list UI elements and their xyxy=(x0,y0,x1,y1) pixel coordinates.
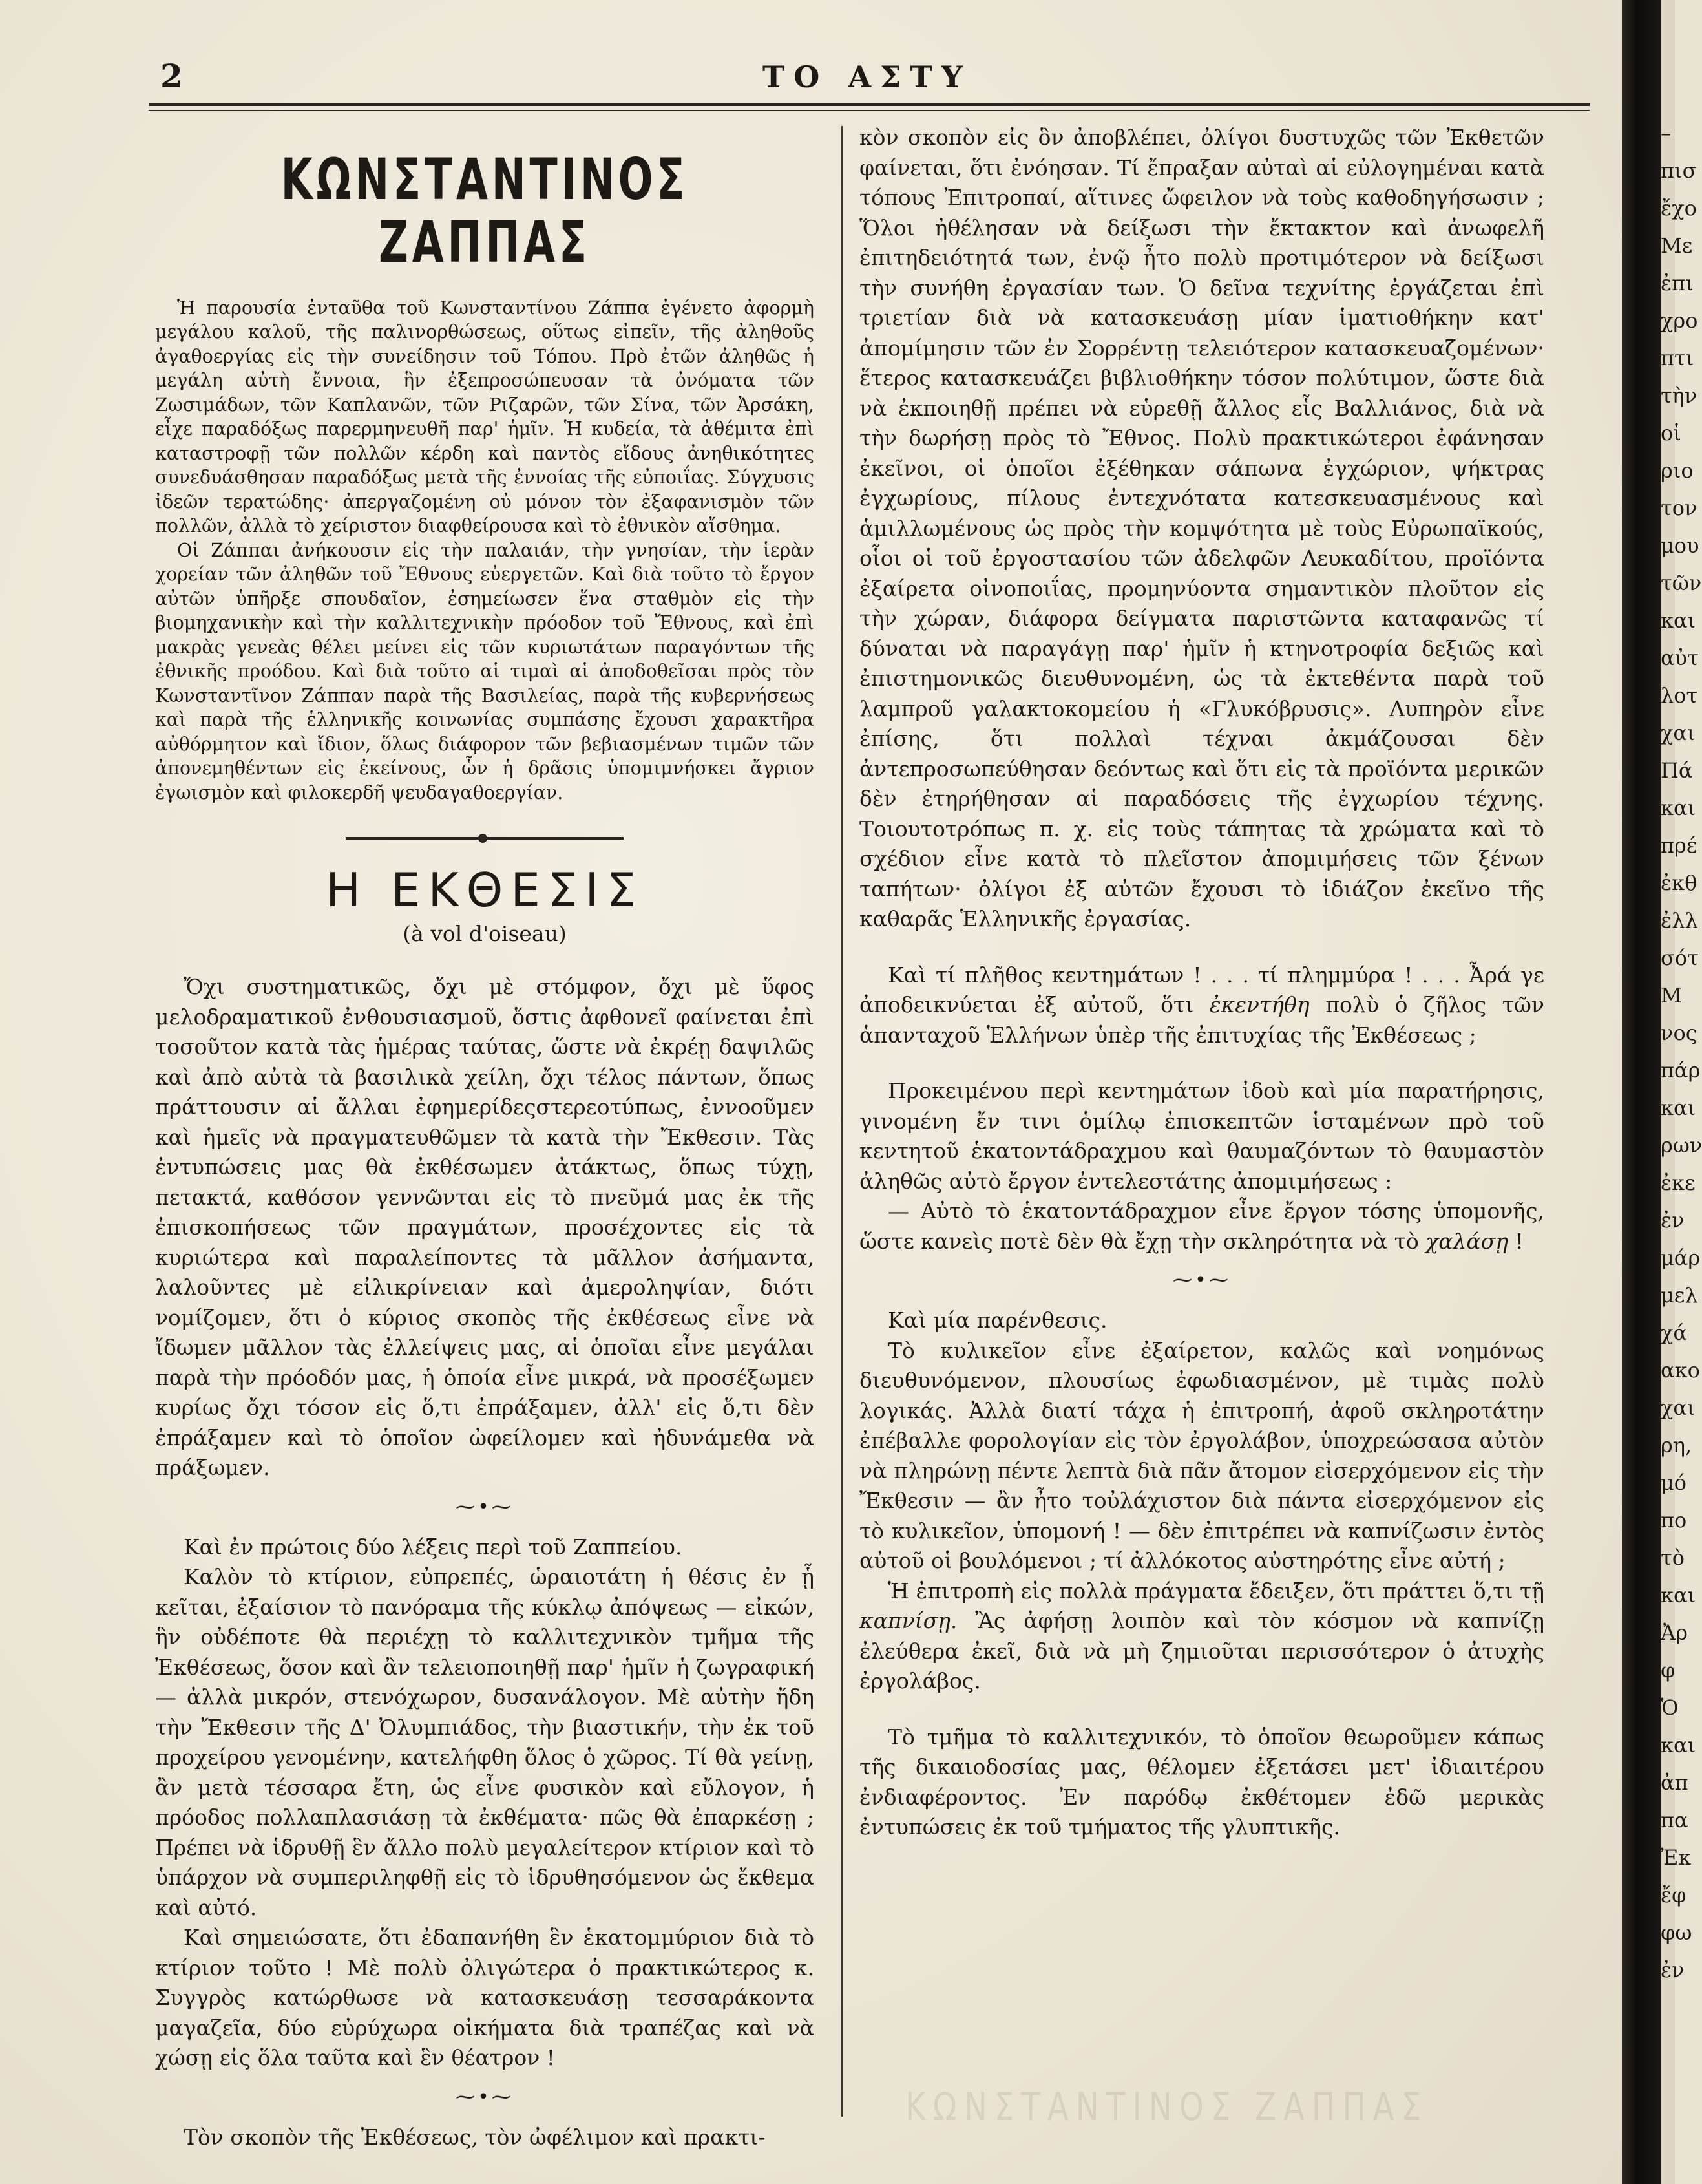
next-page-fragment: και xyxy=(1661,608,1696,633)
next-page-fragment: ρη, xyxy=(1661,1433,1692,1458)
paragraph: Τὸ κυλικεῖον εἶνε ἐξαίρετον, καλῶς καὶ νοημόνως διευθυνόμενον, πλουσίως ἐφωδιασμένον, μὲ τιμὰς πολὺ λογικάς. Ἀλλὰ διατί τάχα ἡ ἐπιτροπή, ἀφοῦ σκληροτάτην ἐπέβαλλε φορολογίαν εἰς τὸν ἐργολάβον, ὑποχρεώσασα αὐτὸν νὰ πληρώνῃ πέντε λεπτὰ διὰ πᾶν ἄτομον εἰσερχόμενον εἰς τὴν Ἔκθεσιν — ἂν ἦτο τοὐλάχιστον διὰ πάντα εἰσερχόμενον εἰς τὸ κυλικεῖον, ὑπομονή ! — δὲν ἐπιτρέπει νὰ καπνίζωσιν ἐντὸς αὐτοῦ οἱ βουλόμενοι ; τί ἀλλόκοτος αὐστηρότης εἶνε αὐτή ; xyxy=(859,1337,1544,1573)
next-page-fragment: φ xyxy=(1661,1658,1676,1682)
article-separator xyxy=(346,837,624,840)
next-page-fragment: τον xyxy=(1661,496,1697,520)
ornament: ⁓•⁓ xyxy=(456,1495,514,1518)
paragraph: Καὶ σημειώσατε, ὅτι ἐδαπανήθη ἓν ἑκατομμύριον διὰ τὸ κτίριον τοῦτο ! Μὲ πολὺ ὀλιγώτερα ὁ πρακτικώτερος κ. Συγγρὸς κατώρθωσε νὰ κατασκευάσῃ τεσσαράκοντα μαγαζεῖα, δύο εὐρύχωρα οἰκήματα διὰ τραπέζας καὶ νὰ χώσῃ εἰς ὅλα ταῦτα καὶ ἓν θέατρον ! xyxy=(155,1925,814,2071)
ekthesis-article-title: Η ΕΚΘΕΣΙΣ xyxy=(325,863,644,918)
next-page-edge xyxy=(1661,0,1702,2184)
next-page-fragment: ριο xyxy=(1661,458,1694,483)
column-divider xyxy=(841,126,843,2117)
next-page-fragment: πρέ xyxy=(1661,833,1697,858)
next-page-fragment: χρο xyxy=(1661,308,1698,333)
next-page-fragment: αὐτ xyxy=(1661,646,1699,670)
next-page-fragment: μελ xyxy=(1661,1283,1698,1308)
next-page-fragment: σότ xyxy=(1661,946,1699,970)
book-spine xyxy=(1622,0,1661,2184)
left-column xyxy=(155,136,814,2152)
next-page-fragment: – xyxy=(1661,121,1671,145)
text-run: — Αὐτὸ τὸ ἑκατοντάδραχμον εἶνε ἔργον τόσης ὑπομονῆς, ὥστε κανεὶς ποτὲ δὲν θὰ ἔχῃ τὴν σκληρότητα νὰ τὸ xyxy=(859,1198,1544,1254)
ornament: ⁓•⁓ xyxy=(1173,1269,1231,1291)
paragraph: Καὶ ἐν πρώτοις δύο λέξεις περὶ τοῦ Ζαππείου. xyxy=(184,1534,682,1560)
emphasis: χαλάσῃ xyxy=(1425,1228,1508,1254)
next-page-fragment: και xyxy=(1661,1096,1696,1120)
next-page-fragment: τὴν xyxy=(1661,383,1697,408)
text-run: Ἡ ἐπιτροπὴ εἰς πολλὰ πράγματα ἔδειξεν, ὅτι πράττει ὅ,τι τῇ xyxy=(888,1578,1544,1604)
paragraph: Ὄχι συστηματικῶς, ὄχι μὲ στόμφον, ὄχι μὲ ὕφος μελοδραματικοῦ ἐνθουσιασμοῦ, ὅστις ἀφθονεῖ φαίνεται ἐπὶ τοσοῦτον κατὰ τὰς ἡμέρας ταύτας, ὥστε νὰ ἐκρέῃ δαψιλῶς καὶ ἀπὸ αὐτὰ τὰ βασιλικὰ χείλη, ὄχι τέλος πάντων, ὅπως πράττουσιν αἱ ἄλλαι ἐφημερίδεςστερεοτύπως, ἐννοοῦμεν καὶ ἡμεῖς νὰ πραγματευθῶμεν τὰ κατὰ τὴν Ἔκθεσιν. Τὰς ἐντυπώσεις μας θὰ ἐκθέσωμεν ἀτάκτως, ὅπως τύχῃ, πετακτά, καθόσον γεννῶνται εἰς τὸ πνεῦμά μας ἐκ τῆς ἐπισκοπήσεως τῶν πραγμάτων, προσέχοντες εἰς τὰ κυριώτερα καὶ παραλείποντες τὰ μᾶλλον ἀσήμαντα, λαλοῦντες μὲ εἰλικρίνειαν καὶ ἀμεροληψίαν, διότι νομίζομεν, ὅτι ὁ κύριος σκοπὸς τῆς ἐκθέσεως εἶνε νὰ ἴδωμεν μᾶλλον τὰς ἐλλείψεις μας, αἱ ὁποῖαι εἶνε μεγάλαι παρὰ τὴν πρόοδόν μας, ἡ ὁποία εἶνε μικρά, νὰ προσέξωμεν κυρίως ὄχι τόσον εἰς ὅ,τι ἐπράξαμεν, ἀλλ' εἰς ὅ,τι δὲν ἐπράξαμεν καὶ τὸ ὁποῖον ὠφείλομεν καὶ ἠδυνάμεθα νὰ πράξωμεν. xyxy=(155,974,814,1481)
paragraph: κὸν σκοπὸν εἰς ὃν ἀποβλέπει, ὀλίγοι δυστυχῶς τῶν Ἐκθετῶν φαίνεται, ὅτι ἐνόησαν. Τί ἔπραξαν αὐταὶ αἱ εὐλογημέναι κατὰ τόπους Ἐπιτροπαί, αἵτινες ὤφειλον νὰ τοὺς καθοδηγήσωσιν ; Ὅλοι ἠθέλησαν νὰ δείξωσι τὴν ἔκτακτον καὶ ἀνωφελῆ ἐπιτηδειότητά των, ἐνῷ ἦτο πολὺ προτιμότερον νὰ δείξωσι τὴν συνήθη ἐργασίαν των. Ὁ δεῖνα τεχνίτης ἐργάζεται ἐπὶ τριετίαν διὰ νὰ κατασκευάσῃ μίαν ἱματιοθήκην κατ' ἀπομίμησιν τῶν ἐν Σορρέντῃ τελειότερον κατασκευαζομένων· ἕτερος κατασκευάζει βιβλιοθήκην τόσον πολύτιμον, ὥστε διὰ νὰ ἐκποιηθῇ πρέπει νὰ εὑρεθῇ ἄλλος εἷς Βαλλιάνος, διὰ νὰ τὴν δωρήσῃ πρὸς τὸ Ἔθνος. Πολὺ πρακτικώτεροι ἐφάνησαν ἐκεῖνοι, οἱ ὁποῖοι ἐξέθηκαν σάπωνα ἐγχώριον, ψήκτρας ἐγχωρίους, πίλους ἐντεχνότατα κατεσκευασμένους καὶ ἁμιλλωμένους ὡς πρὸς τὴν κομψότητα μὲ τοὺς Εὐρωπαϊκούς, οἷοι οἱ τοῦ ἐργοστασίου τῶν ἀδελφῶν Λευκαδίτου, προϊόντα ἐξαίρετα οἰνοποιΐας, προμηνύοντα σημαντικὸν πλοῦτον εἰς τὴν χώραν, διάφορα δείγματα παριστῶντα καταφανῶς τί δύναται νὰ παραγάγῃ παρ' ἡμῖν ἡ κτηνοτροφία δεξιῶς καὶ ἐπιστημονικῶς διευθυνομένη, ὡς τὰ ἐκτεθέντα παρὰ τοῦ λαμπροῦ γαλακτοκομείου ἡ «Γλυκόβρυσις». Λυπηρὸν εἶνε ἐπίσης, ὅτι πολλαὶ τέχναι ἀκμάζουσαι δὲν ἀντεπροσωπεύθησαν δεόντως καὶ ὅτι εἰς τὰ προϊόντα μερικῶν δὲν ἐτηρήθησαν αἱ παραδόσεις τῆς ἐγχωρίου τέχνης. Τοιουτοτρόπως π. χ. εἰς τοὺς τάπητας τὰ χρώματα καὶ τὸ σχέδιον εἶνε κατὰ τὸ πλεῖστον ἀπομιμήσεις τῶν ξένων ταπήτων· ὀλίγοι ἐξ αὐτῶν ἔχουσι τὸ ἰδιάζον ἐκεῖνο τῆς καθαρᾶς Ἑλληνικῆς ἐργασίας. xyxy=(859,125,1544,931)
next-page-fragment: μάρ xyxy=(1661,1246,1701,1270)
next-page-fragment: Ὁ xyxy=(1661,1695,1679,1720)
next-page-fragment: και xyxy=(1661,1583,1696,1607)
paragraph xyxy=(859,1576,1544,1697)
next-page-fragment: πισ xyxy=(1661,158,1697,183)
next-page-fragment: πάρ xyxy=(1661,1058,1701,1083)
emphasis: ἐκεντήθη xyxy=(1209,992,1310,1017)
text-run: . Ἂς ἀφήσῃ λοιπὸν καὶ τὸν κόσμον νὰ καπνίζῃ ἐλεύθερα ἐκεῖ, διὰ νὰ μὴ ζημιοῦται περισσότερον ὁ ἀτυχὴς ἐργολάβος. xyxy=(859,1608,1544,1693)
zappas-paragraph: Ἡ παρουσία ἐνταῦθα τοῦ Κωνσταντίνου Ζάππα ἐγένετο ἀφορμὴ μεγάλου καλοῦ, τῆς παλινορθώσεως, οὕτως εἰπεῖν, τῆς ἀληθοῦς ἀγαθοεργίας εἰς τὴν συνείδησιν τοῦ Τόπου. Πρὸ ἐτῶν ἀληθῶς ἡ μεγάλη αὐτὴ ἔννοια, ἣν ἐξεπροσώπευσαν τὰ ὀνόματα τῶν Ζωσιμάδων, τῶν Καπλανῶν, τῶν Ριζαρῶν, τῶν Σίνα, τῶν Ἀρσάκη, εἶχε παραδόξως παρερμηνευθῆ παρ' ἡμῖν. Ἡ κυδεία, τὰ ἀθέμιτα ἐπὶ καταστροφῇ τῶν πολλῶν κέρδη καὶ παντὸς εἴδους ἀνηθικότητες συνεδυάσθησαν παραδόξως μετὰ τῆς ἐννοίας τῆς εὐποιΐας. Σύγχυσις ἰδεῶν τερατώδης· ἀπεργαζομένη οὐ μόνον τὸν ἐξαφανισμὸν τῶν πολλῶν, ἀλλὰ τὸ χείριστον διαφθείρουσα καὶ τὸ ἐθνικὸν αἴσθημα. xyxy=(155,297,814,537)
next-page-fragment: ρων xyxy=(1661,1133,1702,1158)
bleed-through-watermark: ΚΩΝΣΤΑΝΤΙΝΟΣ ΖΑΠΠΑΣ xyxy=(905,2084,1429,2130)
next-page-fragment: ἐλλ xyxy=(1661,908,1698,933)
ekthesis-body xyxy=(155,972,814,2152)
next-page-fragment: ἀπ xyxy=(1661,1770,1688,1795)
next-page-fragment: χαι xyxy=(1661,1395,1696,1420)
next-page-fragment: λοτ xyxy=(1661,683,1698,708)
next-page-fragment: ακο xyxy=(1661,1358,1700,1383)
next-page-fragment: Πά xyxy=(1661,758,1693,783)
paragraph xyxy=(859,1196,1544,1256)
next-page-fragment: νος xyxy=(1661,1021,1697,1045)
paragraph: Προκειμένου περὶ κεντημάτων ἰδοὺ καὶ μία παρατήρησις, γινομένη ἔν τινι ὁμίλῳ ἐπισκεπτῶν ἱσταμένων πρὸ τοῦ κεντητοῦ ἑκατοντάδραχμου καὶ θαυμαζόντων τὸ θαυμαστὸν ἀληθῶς αὐτὸ ἔργον ἐντελεστάτης ἀπομιμήσεως : xyxy=(859,1078,1544,1194)
newspaper-title: ΤΟ ΑΣΤΥ xyxy=(762,59,972,94)
next-page-fragment: ἐκθ xyxy=(1661,871,1697,895)
right-column xyxy=(859,123,1544,1843)
paragraph: Τὸν σκοπὸν τῆς Ἐκθέσεως, τὸν ὠφέλιμον καὶ πρακτι- xyxy=(184,2124,766,2150)
next-page-fragment: ἔφ xyxy=(1661,1883,1686,1907)
next-page-fragment: Με xyxy=(1661,233,1693,258)
zappas-paragraph: Οἱ Ζάππαι ἀνήκουσιν εἰς τὴν παλαιάν, τὴν γνησίαν, τὴν ἱερὰν χορείαν τῶν ἀληθῶν τοῦ Ἔθνους εὐεργετῶν. Καὶ διὰ τοῦτο τὸ ἔργον αὐτῶν ὑπῆρξε σπουδαῖον, ἐσημείωσεν ἕνα σταθμὸν εἰς τὴν βιομηχανικὴν καὶ τὴν καλλιτεχνικὴν πρόοδον τοῦ Ἔθνους, καὶ ἐπὶ μακρὰς γενεὰς θέλει μείνει εἰς τῶν κυριωτάτων παραγόντων τῆς ἐθνικῆς προόδου. Καὶ διὰ τοῦτο αἱ τιμαὶ αἱ ἀποδοθεῖσαι πρὸς τὸν Κωνσταντῖνον Ζάππαν παρὰ τῆς Βασιλείας, παρὰ τῆς κυβερνήσεως καὶ παρὰ τῆς ἑλληνικῆς κοινωνίας συμπάσης ἔχουσι χαρακτῆρα αὐθόρμητον καὶ ἴδιον, ὅλως διάφορον τῶν βεβιασμένων τιμῶν τῶν ἀπονεμηθέντων εἰς ἐκείνους, ὧν ἡ δρᾶσις ὑπομιμνήσκει ἄγριον ἐγωισμὸν καὶ φιλοκερδῆ ψευδαγαθοεργίαν. xyxy=(155,539,814,803)
next-page-fragment: ἐν xyxy=(1661,1208,1685,1233)
header-rule-thin xyxy=(149,110,1590,111)
next-page-fragment: και xyxy=(1661,796,1696,820)
next-page-fragment: πτι xyxy=(1661,346,1694,370)
next-page-fragment: χά xyxy=(1661,1320,1687,1345)
next-page-fragment: φω xyxy=(1661,1920,1692,1945)
zappas-article-body xyxy=(155,296,814,805)
next-page-fragment: πα xyxy=(1661,1808,1688,1832)
paragraph: Καὶ μία παρένθεσις. xyxy=(888,1308,1108,1333)
next-page-fragment: μου xyxy=(1661,533,1699,558)
next-page-fragment: τῶν xyxy=(1661,571,1702,595)
next-page-fragment: και xyxy=(1661,1733,1696,1757)
text-run: πολὺ ὁ ζῆλος τῶν ἁπανταχοῦ Ἑλλήνων ὑπὲρ τῆς ἐπιτυχίας τῆς Ἐκθέσεως ; xyxy=(859,992,1544,1048)
next-page-fragment: ἔχο xyxy=(1661,196,1697,220)
text-run: ! xyxy=(1508,1228,1524,1254)
paragraph: Καλὸν τὸ κτίριον, εὐπρεπές, ὡραιοτάτη ἡ θέσις ἐν ᾗ κεῖται, ἐξαίσιον τὸ πανόραμα τῆς κύκλῳ ἀπόψεως — εἰκών, ἣν οὐδέποτε θὰ περιέχῃ τὸ καλλιτεχνικὸν τμῆμα τῆς Ἐκθέσεως, ὅσον καὶ ἂν τελειοποιηθῇ παρ' ἡμῖν ἡ ζωγραφική — ἀλλὰ μικρόν, στενόχωρον, δυσανάλογον. Μὲ αὐτὴν ἤδη τὴν Ἔκθεσιν τῆς Δ' Ὀλυμπιάδος, τὴν βιαστικήν, τὴν ἐκ τοῦ προχείρου γενομένην, κατελήφθη ὅλος ὁ χῶρος. Τί θὰ γείνῃ, ἂν μετὰ τέσσαρα ἔτη, ὡς εἶνε φυσικὸν καὶ εὔλογον, ἡ πρόοδος πολλαπλασιάσῃ τὰ ἐκθέματα· πῶς θὰ ἐπαρκέσῃ ; Πρέπει νὰ ἱδρυθῇ ἓν ἄλλο πολὺ μεγαλείτερον κτίριον καὶ τὸ ὑπάρχον νὰ συμπεριληφθῇ εἰς τὸ ἱδρυθησόμενον ὡς ἔκθεμα καὶ αὐτό. xyxy=(155,1564,814,1920)
next-page-fragment: ἐν xyxy=(1661,1958,1685,1982)
ekthesis-subtitle: (à vol d'oiseau) xyxy=(403,921,567,947)
next-page-fragment: Ἐκ xyxy=(1661,1845,1692,1870)
text-run: Καὶ τί πλῆθος κεντημάτων ! . . . τί πλημμύρα ! . . . Ἆρά γε ἀποδεικνύεται ἐξ αὐτοῦ, ὅτι xyxy=(859,962,1544,1017)
next-page-fragment: πο xyxy=(1661,1508,1687,1532)
next-page-fragment: Ἀρ xyxy=(1661,1620,1688,1645)
right-column-body xyxy=(859,123,1544,1843)
next-page-fragment: Μ xyxy=(1661,983,1682,1008)
next-page-fragment: ἐπι xyxy=(1661,271,1694,295)
next-page-fragment: ἐκε xyxy=(1661,1171,1696,1195)
page-number: 2 xyxy=(160,57,183,95)
header-rule xyxy=(149,103,1590,106)
next-page-fragment: μό xyxy=(1661,1470,1687,1495)
paragraph: Τὸ τμῆμα τὸ καλλιτεχνικόν, τὸ ὁποῖον θεωροῦμεν κάπως τῆς δικαιοδοσίας μας, θέλομεν ἐξετάσει μετ' ἰδιαιτέρου ἐνδιαφέροντος. Ἐν παρόδῳ ἐκθέτομεν ἐδῶ μερικὰς ἐντυπώσεις ἐκ τοῦ τμήματος τῆς γλυπτικῆς. xyxy=(859,1724,1544,1839)
zappas-article-title: ΚΩΝΣΤΑΝΤΙΝΟΣ ΖΑΠΠΑΣ xyxy=(280,146,689,275)
emphasis: καπνίσῃ xyxy=(859,1608,951,1633)
paragraph xyxy=(859,960,1544,1051)
ornament: ⁓•⁓ xyxy=(456,2085,514,2108)
next-page-fragment: οἱ xyxy=(1661,421,1681,445)
next-page-fragment: τὸ xyxy=(1661,1545,1685,1570)
next-page-fragment: χαι xyxy=(1661,721,1696,745)
